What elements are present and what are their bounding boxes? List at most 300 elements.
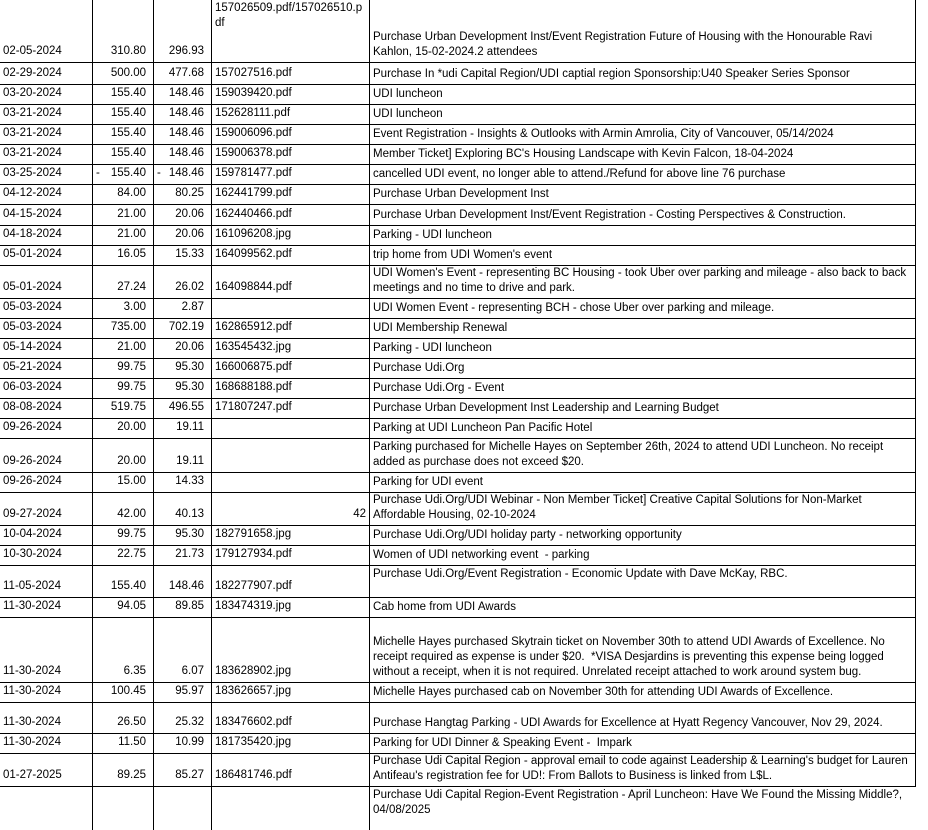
description-text: Parking - UDI luncheon	[373, 229, 492, 241]
date-text: 10-30-2024	[3, 548, 62, 560]
cell-description[interactable]	[370, 299, 916, 318]
cell-gross-amount[interactable]	[93, 63, 154, 84]
cell-gross-amount[interactable]	[93, 246, 154, 265]
date-text: 05-21-2024	[3, 361, 62, 373]
cell-receipt-file[interactable]	[212, 419, 370, 438]
cell-description[interactable]	[370, 703, 916, 733]
gross-amount-text: 99.75	[117, 361, 146, 373]
cell-gross-amount[interactable]	[93, 703, 154, 733]
net-amount-text: 26.02	[175, 281, 204, 293]
receipt-file-text: 183626657.jpg	[215, 685, 292, 697]
cell-receipt-file[interactable]	[212, 734, 370, 753]
cell-net-amount[interactable]	[154, 683, 212, 702]
receipt-file-text: 163545432.jpg	[215, 341, 292, 353]
cell-date[interactable]	[0, 319, 93, 338]
cell-net-amount[interactable]	[154, 185, 212, 204]
net-amount-text: 20.06	[175, 341, 204, 353]
cell-date[interactable]	[0, 205, 93, 225]
cell-receipt-file[interactable]	[212, 0, 370, 62]
cell-receipt-file[interactable]	[212, 359, 370, 378]
cell-receipt-file[interactable]	[212, 379, 370, 398]
net-amount-text: 148.46	[168, 87, 204, 99]
description-text: Women of UDI networking event - parking	[373, 549, 590, 561]
gross-amount-text: 155.40	[110, 127, 146, 139]
receipt-file-text: 183476602.pdf	[215, 716, 292, 728]
date-text: 03-21-2024	[3, 127, 62, 139]
cell-description[interactable]	[370, 566, 916, 597]
date-text: 03-21-2024	[3, 147, 62, 159]
table-row	[0, 226, 916, 246]
receipt-file-text: 157027516.pdf	[215, 67, 292, 79]
cell-net-amount[interactable]	[154, 439, 212, 472]
net-amount-text: 148.46	[168, 167, 204, 179]
description-text: Purchase Urban Development Inst/Event Registration - Costing Perspectives & Construction.	[373, 209, 846, 221]
receipt-file-text: 182791658.jpg	[215, 528, 292, 540]
table-row	[0, 566, 916, 598]
receipt-file-text: 159006096.pdf	[215, 127, 292, 139]
gross-amount-text: 21.00	[117, 208, 146, 220]
cell-net-amount[interactable]	[154, 63, 212, 84]
description-text: UDI Women's Event - representing BC Housing - took Uber over parking and mileage - also back to back meetings and no time to drive and park.	[373, 267, 910, 294]
cell-net-amount[interactable]	[154, 125, 212, 144]
receipt-file-text: 164099562.pdf	[215, 248, 292, 260]
receipt-file-text: 162441799.pdf	[215, 187, 292, 199]
description-text: Event Registration - Insights & Outlooks with Armin Amrolia, City of Vancouver, 05/14/2024	[373, 128, 834, 140]
cell-net-amount[interactable]	[154, 493, 212, 525]
cell-gross-amount[interactable]	[93, 439, 154, 472]
cell-date[interactable]	[0, 145, 93, 164]
date-text: 10-04-2024	[3, 528, 62, 540]
cell-gross-amount[interactable]	[93, 145, 154, 164]
cell-description[interactable]	[370, 205, 916, 225]
gross-amount-text: 310.80	[110, 45, 146, 57]
cell-date[interactable]	[0, 419, 93, 438]
cell-description[interactable]	[370, 145, 916, 164]
receipt-file-text: 159039420.pdf	[215, 87, 292, 99]
cell-receipt-file[interactable]	[212, 339, 370, 358]
net-amount-text: 20.06	[175, 228, 204, 240]
gross-amount-text: 155.40	[110, 167, 146, 179]
gross-amount-text: 27.24	[117, 281, 146, 293]
date-text: 03-21-2024	[3, 107, 62, 119]
cell-receipt-file[interactable]	[212, 439, 370, 472]
cell-gross-amount[interactable]	[93, 125, 154, 144]
description-text: UDI luncheon	[373, 88, 443, 100]
cell-description[interactable]	[370, 85, 916, 104]
table-row	[0, 493, 916, 526]
cell-date[interactable]	[0, 734, 93, 753]
net-amount-text: 148.46	[168, 127, 204, 139]
date-text: 09-26-2024	[3, 475, 62, 487]
cell-net-amount[interactable]	[154, 703, 212, 733]
table-row	[0, 339, 916, 359]
receipt-file-text: 157026509.pdf/157026510.pdf	[215, 2, 363, 29]
description-text: Purchase Hangtag Parking - UDI Awards for Excellence at Hyatt Regency Vancouver, Nov 29, 2024.	[373, 717, 883, 729]
receipt-file-text: 183474319.jpg	[215, 600, 292, 612]
net-amount-text: 85.27	[175, 769, 204, 781]
date-text: 11-30-2024	[3, 665, 61, 677]
cell-gross-amount[interactable]	[93, 683, 154, 702]
date-text: 05-03-2024	[3, 321, 62, 333]
cell-description[interactable]	[370, 734, 916, 753]
table-row	[0, 0, 916, 63]
date-text: 05-03-2024	[3, 301, 62, 313]
cell-receipt-file[interactable]	[212, 473, 370, 492]
cell-gross-amount[interactable]	[93, 359, 154, 378]
cell-description[interactable]	[370, 787, 916, 830]
net-amount-text: 20.06	[175, 208, 204, 220]
cell-date[interactable]	[0, 566, 93, 597]
net-amount-text: 148.46	[168, 580, 204, 592]
date-text: 03-20-2024	[3, 87, 62, 99]
cell-date[interactable]	[0, 165, 93, 184]
table-row	[0, 299, 916, 319]
receipt-file-text: 152628111.pdf	[215, 107, 291, 119]
cell-date[interactable]	[0, 359, 93, 378]
cell-date[interactable]	[0, 399, 93, 418]
cell-receipt-file[interactable]	[212, 526, 370, 545]
table-row	[0, 165, 916, 185]
table-row	[0, 63, 916, 85]
gross-amount-text: 16.05	[117, 248, 146, 260]
cell-net-amount[interactable]	[154, 319, 212, 338]
cell-gross-amount[interactable]	[93, 473, 154, 492]
gross-amount-text: 155.40	[110, 147, 146, 159]
cell-net-amount[interactable]	[154, 226, 212, 245]
cell-date[interactable]	[0, 683, 93, 702]
cell-gross-amount[interactable]	[93, 299, 154, 318]
cell-gross-amount[interactable]	[93, 618, 154, 682]
negative-sign: -	[157, 167, 161, 179]
cell-net-amount[interactable]	[154, 165, 212, 184]
cell-gross-amount[interactable]	[93, 526, 154, 545]
cell-description[interactable]	[370, 754, 916, 786]
table-row	[0, 359, 916, 379]
date-text: 05-01-2024	[3, 248, 62, 260]
net-amount-text: 15.33	[175, 248, 204, 260]
receipt-file-text: 162440466.pdf	[215, 208, 292, 220]
cell-date[interactable]	[0, 339, 93, 358]
date-text: 04-18-2024	[3, 228, 62, 240]
cell-date[interactable]	[0, 526, 93, 545]
net-amount-text: 148.46	[168, 147, 204, 159]
receipt-file-text: 186481746.pdf	[215, 769, 292, 781]
cell-net-amount[interactable]	[154, 566, 212, 597]
table-row	[0, 439, 916, 473]
table-row	[0, 734, 916, 754]
cell-receipt-file[interactable]	[212, 266, 370, 298]
receipt-file-text: 171807247.pdf	[215, 401, 292, 413]
cell-description[interactable]	[370, 493, 916, 525]
cell-net-amount[interactable]	[154, 205, 212, 225]
date-text: 04-15-2024	[3, 208, 62, 220]
net-amount-text: 95.30	[175, 381, 204, 393]
table-row	[0, 205, 916, 226]
description-text: Cab home from UDI Awards	[373, 601, 516, 613]
cell-date[interactable]	[0, 125, 93, 144]
cell-gross-amount[interactable]	[93, 493, 154, 525]
cell-receipt-file[interactable]	[212, 618, 370, 682]
cell-date[interactable]	[0, 546, 93, 565]
cell-description[interactable]	[370, 339, 916, 358]
cell-net-amount[interactable]	[154, 754, 212, 786]
net-amount-text: 21.73	[175, 548, 204, 560]
cell-net-amount[interactable]	[154, 0, 212, 62]
cell-gross-amount[interactable]	[93, 787, 154, 830]
receipt-file-text: 179127934.pdf	[215, 548, 292, 560]
cell-receipt-file[interactable]	[212, 683, 370, 702]
cell-description[interactable]	[370, 439, 916, 472]
cell-receipt-file[interactable]	[212, 185, 370, 204]
date-text: 11-30-2024	[3, 600, 61, 612]
cell-description[interactable]	[370, 0, 916, 62]
cell-description[interactable]	[370, 526, 916, 545]
cell-receipt-file[interactable]	[212, 125, 370, 144]
gross-amount-text: 20.00	[117, 421, 146, 433]
description-text: Parking - UDI luncheon	[373, 342, 492, 354]
cell-date[interactable]	[0, 493, 93, 525]
description-text: Purchase Urban Development Inst/Event Registration Future of Housing with the Honourable Ravi Kahlon, 15-02-2024.2 attendees	[373, 31, 876, 58]
cell-description[interactable]	[370, 185, 916, 204]
description-text: Purchase In *udi Capital Region/UDI captial region Sponsorship:U40 Speaker Series Sponsor	[373, 68, 850, 80]
cell-receipt-file[interactable]	[212, 319, 370, 338]
cell-date[interactable]	[0, 185, 93, 204]
table-row	[0, 546, 916, 566]
cell-net-amount[interactable]	[154, 266, 212, 298]
gross-amount-text: 99.75	[117, 381, 146, 393]
cell-date[interactable]	[0, 226, 93, 245]
receipt-file-text: 159781477.pdf	[215, 167, 292, 179]
cell-net-amount[interactable]	[154, 734, 212, 753]
cell-description[interactable]	[370, 379, 916, 398]
gross-amount-text: 11.50	[118, 736, 146, 748]
cell-gross-amount[interactable]	[93, 754, 154, 786]
date-text: 01-27-2025	[3, 769, 62, 781]
gross-amount-text: 15.00	[117, 475, 146, 487]
cell-description[interactable]	[370, 473, 916, 492]
cell-receipt-file[interactable]	[212, 787, 370, 830]
gross-amount-text: 26.50	[117, 716, 146, 728]
net-amount-text: 95.97	[175, 685, 204, 697]
gross-amount-text: 155.40	[110, 87, 146, 99]
table-row	[0, 598, 916, 618]
cell-description[interactable]	[370, 246, 916, 265]
cell-date[interactable]	[0, 754, 93, 786]
cell-receipt-file[interactable]	[212, 299, 370, 318]
cell-receipt-file[interactable]	[212, 145, 370, 164]
description-text: Purchase Udi.Org/Event Registration - Economic Update with Dave McKay, RBC.	[373, 568, 788, 580]
receipt-file-text: 164098844.pdf	[215, 281, 292, 293]
cell-receipt-file[interactable]	[212, 754, 370, 786]
cell-receipt-file[interactable]	[212, 566, 370, 597]
cell-net-amount[interactable]	[154, 399, 212, 418]
description-text: Purchase Udi.Org - Event	[373, 382, 505, 394]
cell-description[interactable]	[370, 125, 916, 144]
cell-gross-amount[interactable]	[93, 546, 154, 565]
cell-description[interactable]	[370, 419, 916, 438]
cell-description[interactable]	[370, 399, 916, 418]
cell-gross-amount[interactable]	[93, 85, 154, 104]
date-text: 08-08-2024	[3, 401, 62, 413]
cell-date[interactable]	[0, 598, 93, 617]
cell-description[interactable]	[370, 683, 916, 702]
cell-receipt-file[interactable]	[212, 399, 370, 418]
cell-gross-amount[interactable]	[93, 165, 154, 184]
net-amount-text: 95.30	[175, 361, 204, 373]
cell-date[interactable]	[0, 787, 93, 830]
description-text: Purchase Udi Capital Region - approval email to code against Leadership & Learning's budget for Lauren Antifeau's registration fee for UD!: From Ballots to Business is linked from L$L.	[373, 755, 911, 782]
table-row	[0, 379, 916, 399]
cell-date[interactable]	[0, 439, 93, 472]
cell-receipt-file[interactable]	[212, 85, 370, 104]
cell-receipt-file[interactable]	[212, 598, 370, 617]
cell-gross-amount[interactable]	[93, 0, 154, 62]
gross-amount-text: 84.00	[117, 187, 146, 199]
cell-net-amount[interactable]	[154, 546, 212, 565]
description-text: Parking for UDI event	[373, 476, 483, 488]
description-text: Parking for UDI Dinner & Speaking Event - Impark	[373, 737, 632, 749]
cell-net-amount[interactable]	[154, 359, 212, 378]
cell-description[interactable]	[370, 63, 916, 84]
table-row	[0, 145, 916, 165]
cell-date[interactable]	[0, 379, 93, 398]
cell-net-amount[interactable]	[154, 473, 212, 492]
cell-date[interactable]	[0, 85, 93, 104]
cell-description[interactable]	[370, 359, 916, 378]
cell-receipt-file[interactable]	[212, 205, 370, 225]
description-text: trip home from UDI Women's event	[373, 249, 553, 261]
cell-description[interactable]	[370, 165, 916, 184]
table-row	[0, 185, 916, 205]
table-row	[0, 125, 916, 145]
cell-net-amount[interactable]	[154, 787, 212, 830]
description-text: UDI luncheon	[373, 108, 443, 120]
net-amount-text: 19.11	[176, 421, 204, 433]
net-amount-text: 296.93	[168, 45, 204, 57]
net-amount-text: 80.25	[175, 187, 204, 199]
date-text: 09-27-2024	[3, 508, 62, 520]
date-text: 11-30-2024	[3, 685, 61, 697]
cell-net-amount[interactable]	[154, 379, 212, 398]
cell-date[interactable]	[0, 299, 93, 318]
table-row	[0, 399, 916, 419]
cell-net-amount[interactable]	[154, 598, 212, 617]
receipt-file-text: 183628902.jpg	[215, 665, 292, 677]
cell-description[interactable]	[370, 598, 916, 617]
gross-amount-text: 22.75	[117, 548, 146, 560]
cell-gross-amount[interactable]	[93, 419, 154, 438]
cell-receipt-file[interactable]	[212, 546, 370, 565]
cell-gross-amount[interactable]	[93, 734, 154, 753]
date-text: 09-26-2024	[3, 421, 62, 433]
description-text: Purchase Udi.Org/UDI Webinar - Non Member Ticket] Creative Capital Solutions for Non-Market Affordable Housing, 02-10-2024	[373, 494, 865, 521]
cell-net-amount[interactable]	[154, 618, 212, 682]
description-text: Parking at UDI Luncheon Pan Pacific Hotel	[373, 422, 593, 434]
net-amount-text: 6.07	[181, 665, 204, 677]
net-amount-text: 496.55	[168, 401, 204, 413]
cell-net-amount[interactable]	[154, 246, 212, 265]
net-amount-text: 702.19	[168, 321, 204, 333]
cell-net-amount[interactable]	[154, 526, 212, 545]
cell-net-amount[interactable]	[154, 339, 212, 358]
table-row	[0, 787, 916, 830]
cell-receipt-file[interactable]	[212, 246, 370, 265]
cell-gross-amount[interactable]	[93, 399, 154, 418]
receipt-file-text: 168688188.pdf	[215, 381, 292, 393]
cell-description[interactable]	[370, 319, 916, 338]
cell-gross-amount[interactable]	[93, 566, 154, 597]
cell-net-amount[interactable]	[154, 105, 212, 124]
description-text: Member Ticket] Exploring BC's Housing Landscape with Kevin Falcon, 18-04-2024	[373, 148, 794, 160]
cell-date[interactable]	[0, 105, 93, 124]
receipt-file-text: 181735420.jpg	[215, 736, 292, 748]
cell-gross-amount[interactable]	[93, 598, 154, 617]
cell-date[interactable]	[0, 473, 93, 492]
cell-receipt-file[interactable]	[212, 105, 370, 124]
cell-gross-amount[interactable]	[93, 319, 154, 338]
description-text: UDI Women Event - representing BCH - chose Uber over parking and mileage.	[373, 302, 775, 314]
cell-description[interactable]	[370, 618, 916, 682]
cell-description[interactable]	[370, 226, 916, 245]
cell-net-amount[interactable]	[154, 85, 212, 104]
cell-gross-amount[interactable]	[93, 226, 154, 245]
gross-amount-text: 155.40	[110, 107, 146, 119]
cell-net-amount[interactable]	[154, 145, 212, 164]
date-text: 02-29-2024	[3, 67, 62, 79]
cell-date[interactable]	[0, 246, 93, 265]
description-text: Purchase Urban Development Inst Leadership and Learning Budget	[373, 402, 719, 414]
cell-description[interactable]	[370, 546, 916, 565]
cell-date[interactable]	[0, 63, 93, 84]
cell-date[interactable]	[0, 618, 93, 682]
cell-receipt-file[interactable]	[212, 226, 370, 245]
cell-gross-amount[interactable]	[93, 266, 154, 298]
cell-receipt-file[interactable]	[212, 165, 370, 184]
cell-date[interactable]	[0, 266, 93, 298]
cell-net-amount[interactable]	[154, 419, 212, 438]
gross-amount-text: 735.00	[110, 321, 146, 333]
receipt-file-text: 166006875.pdf	[215, 361, 292, 373]
cell-receipt-file[interactable]	[212, 703, 370, 733]
cell-date[interactable]	[0, 0, 93, 62]
net-amount-text: 95.30	[175, 528, 204, 540]
date-text: 03-25-2024	[3, 167, 62, 179]
gross-amount-text: 20.00	[117, 455, 146, 467]
cell-gross-amount[interactable]	[93, 379, 154, 398]
table-row	[0, 754, 916, 787]
date-text: 05-01-2024	[3, 281, 62, 293]
cell-description[interactable]	[370, 266, 916, 298]
cell-gross-amount[interactable]	[93, 339, 154, 358]
cell-gross-amount[interactable]	[93, 105, 154, 124]
cell-receipt-file[interactable]	[212, 63, 370, 84]
receipt-file-text: 161096208.jpg	[215, 228, 292, 240]
cell-description[interactable]	[370, 105, 916, 124]
cell-gross-amount[interactable]	[93, 205, 154, 225]
net-amount-text: 148.46	[168, 107, 204, 119]
net-amount-text: 14.33	[175, 475, 204, 487]
table-row	[0, 683, 916, 703]
cell-gross-amount[interactable]	[93, 185, 154, 204]
cell-receipt-file[interactable]	[212, 493, 370, 525]
table-row	[0, 703, 916, 734]
cell-date[interactable]	[0, 703, 93, 733]
net-amount-text: 10.99	[175, 736, 204, 748]
table-row	[0, 246, 916, 266]
gross-amount-text: 519.75	[110, 401, 146, 413]
date-text: 11-30-2024	[3, 716, 61, 728]
cell-net-amount[interactable]	[154, 299, 212, 318]
